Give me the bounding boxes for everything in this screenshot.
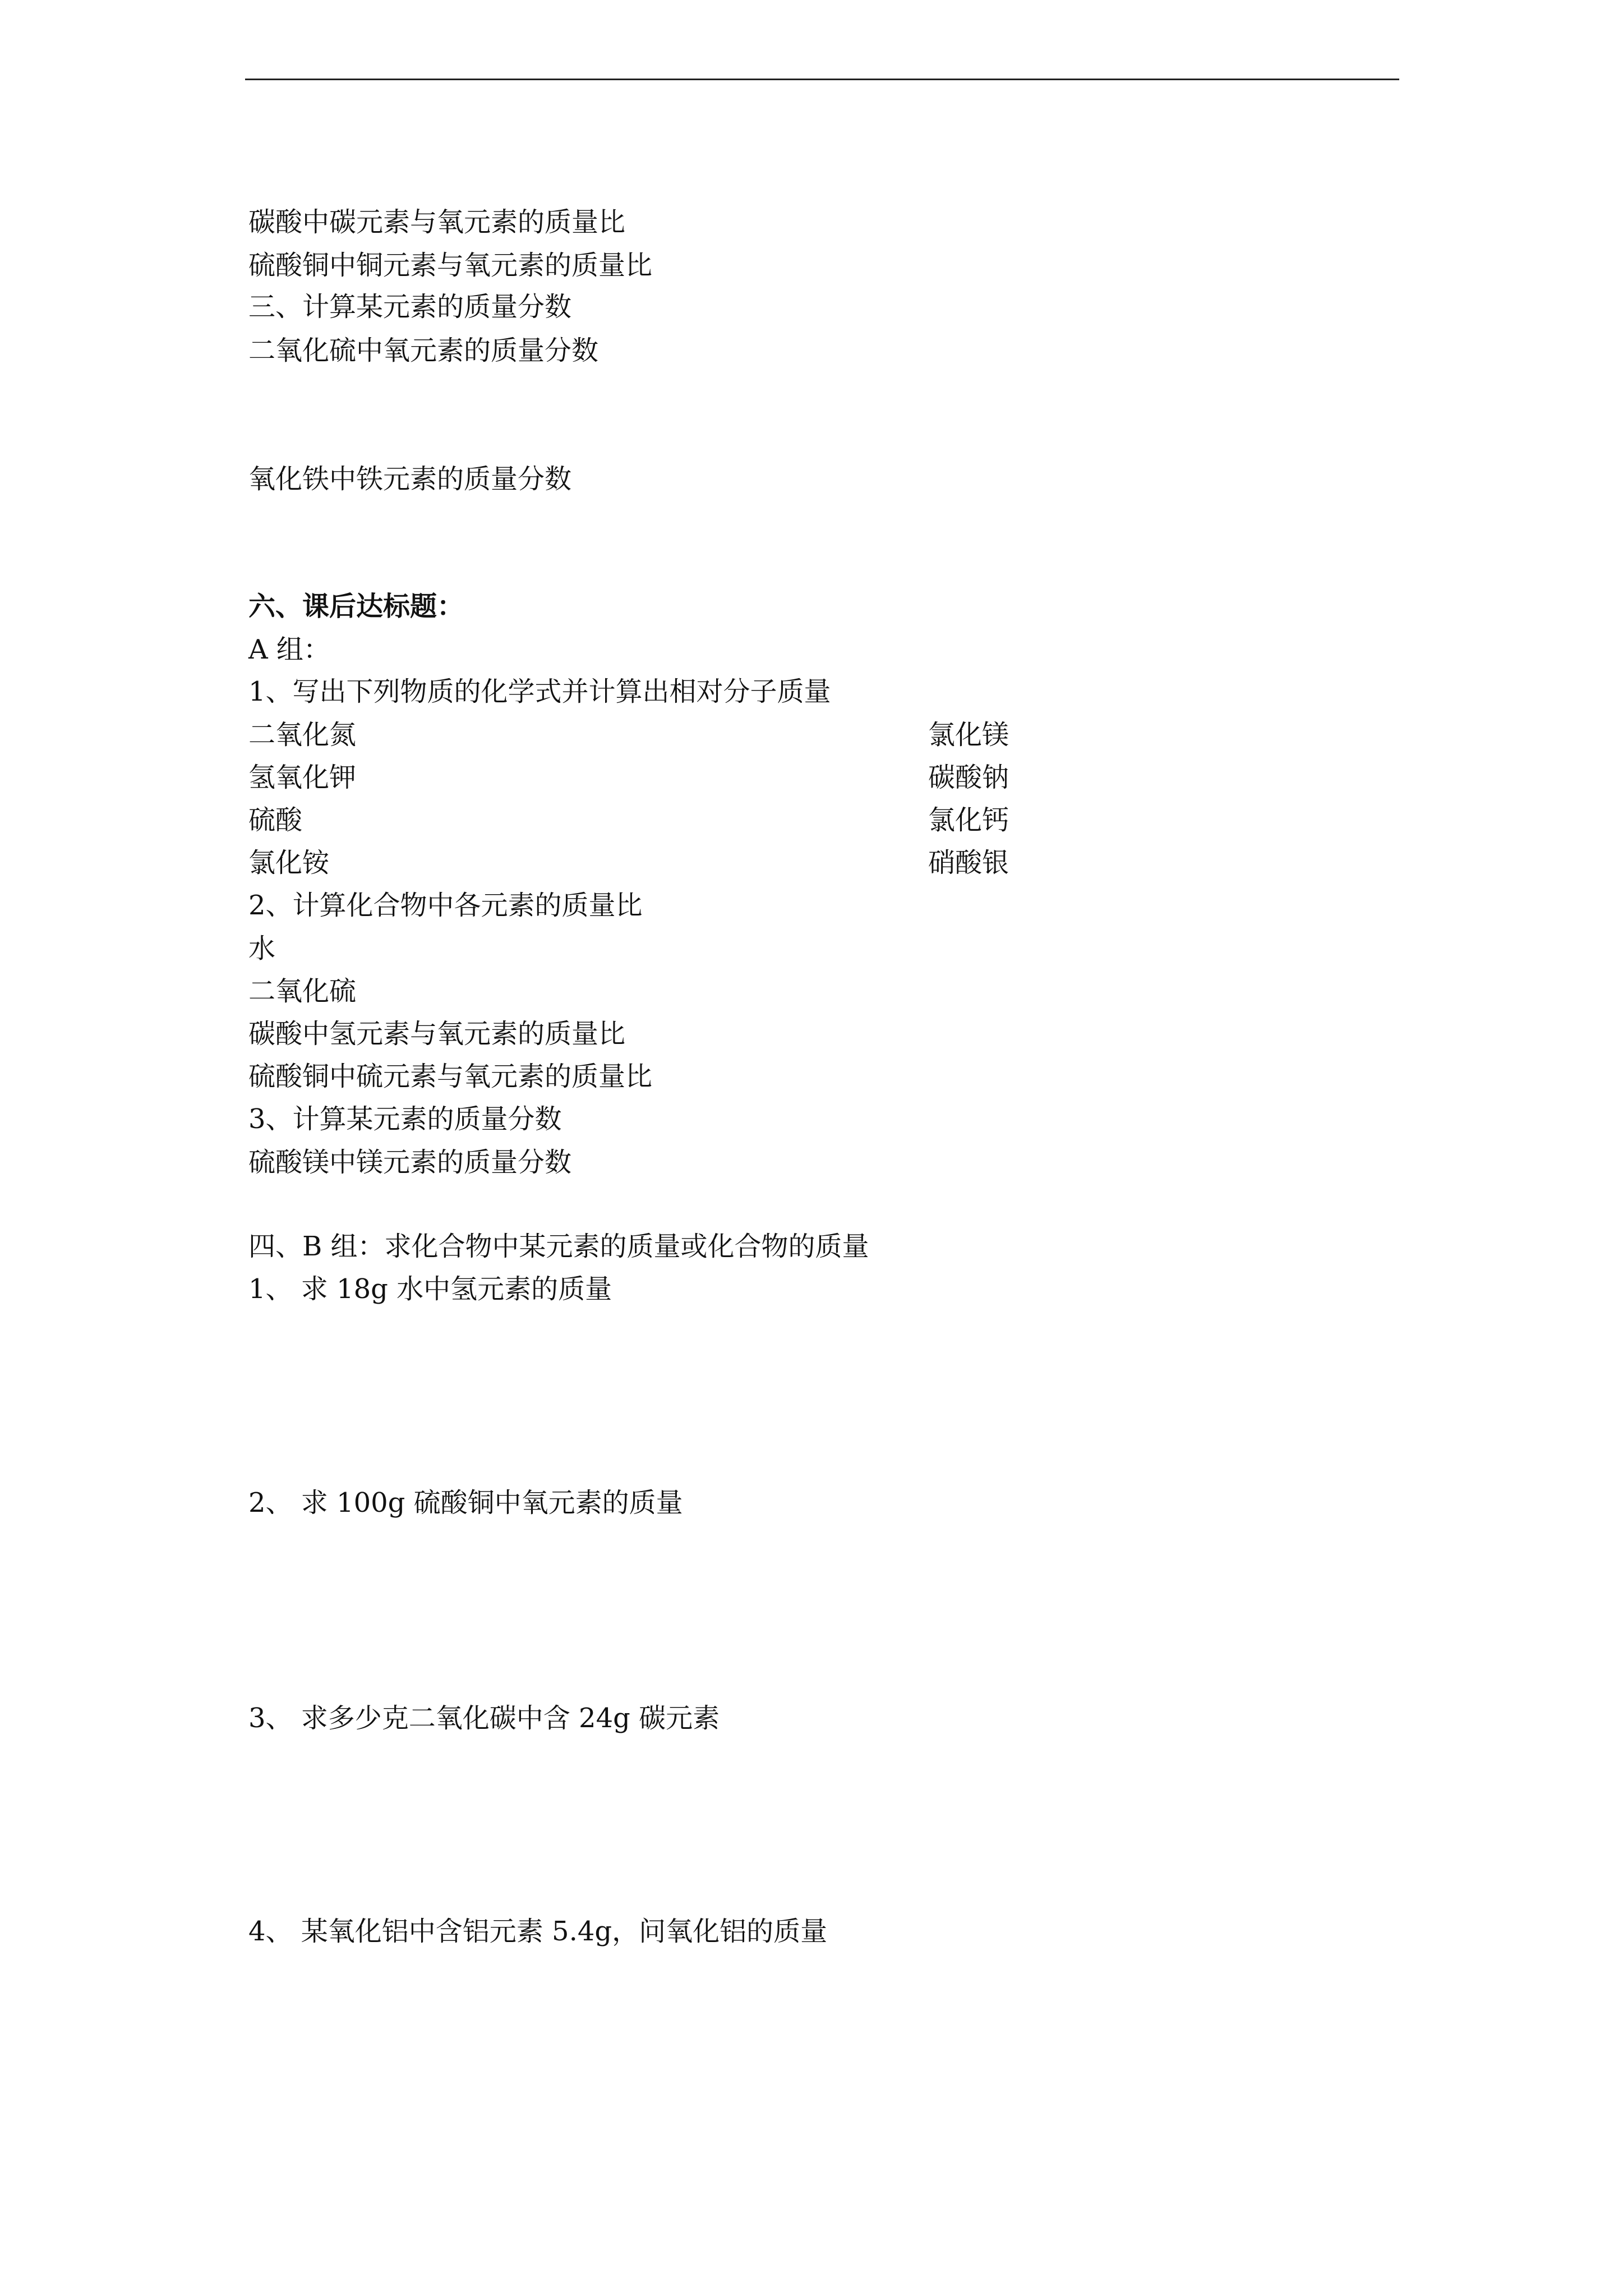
text-line: 水 bbox=[248, 933, 276, 964]
text-line: 碳酸中碳元素与氧元素的质量比 bbox=[248, 206, 626, 238]
text-line: 二氧化硫 bbox=[248, 976, 357, 1007]
text-line: 碳酸中氢元素与氧元素的质量比 bbox=[248, 1018, 626, 1050]
group-label: A 组： bbox=[248, 634, 330, 665]
compound-item: 氯化铵 bbox=[248, 847, 330, 878]
question-line: 2、 求 100g 硫酸铜中氧元素的质量 bbox=[248, 1487, 683, 1519]
compound-item: 硫酸 bbox=[248, 804, 303, 836]
compound-item: 氢氧化钾 bbox=[248, 762, 357, 793]
question-heading: 1、写出下列物质的化学式并计算出相对分子质量 bbox=[248, 676, 831, 707]
text-line: 二氧化硫中氧元素的质量分数 bbox=[248, 335, 599, 366]
text-line: 硫酸铜中铜元素与氧元素的质量比 bbox=[248, 250, 653, 281]
compound-item: 碳酸钠 bbox=[928, 762, 1009, 793]
text-line: 氧化铁中铁元素的质量分数 bbox=[248, 463, 572, 495]
question-line: 3、 求多少克二氧化碳中含 24g 碳元素 bbox=[248, 1703, 720, 1734]
question-heading: 3、计算某元素的质量分数 bbox=[248, 1103, 562, 1135]
text-line: 硫酸铜中硫元素与氧元素的质量比 bbox=[248, 1061, 653, 1092]
header-rule bbox=[245, 79, 1399, 80]
section-heading: 四、B 组：求化合物中某元素的质量或化合物的质量 bbox=[248, 1231, 869, 1262]
question-line: 4、 某氧化铝中含铝元素 5.4g，问氧化铝的质量 bbox=[248, 1916, 828, 1947]
compound-item: 氯化钙 bbox=[928, 804, 1009, 836]
text-line: 硫酸镁中镁元素的质量分数 bbox=[248, 1147, 572, 1178]
compound-item: 硝酸银 bbox=[928, 847, 1009, 878]
question-heading: 2、计算化合物中各元素的质量比 bbox=[248, 890, 643, 921]
section-heading: 三、计算某元素的质量分数 bbox=[248, 291, 572, 323]
compound-item: 二氧化氮 bbox=[248, 719, 357, 751]
compound-item: 氯化镁 bbox=[928, 719, 1009, 751]
section-heading: 六、课后达标题： bbox=[248, 591, 464, 622]
question-line: 1、 求 18g 水中氢元素的质量 bbox=[248, 1273, 612, 1305]
